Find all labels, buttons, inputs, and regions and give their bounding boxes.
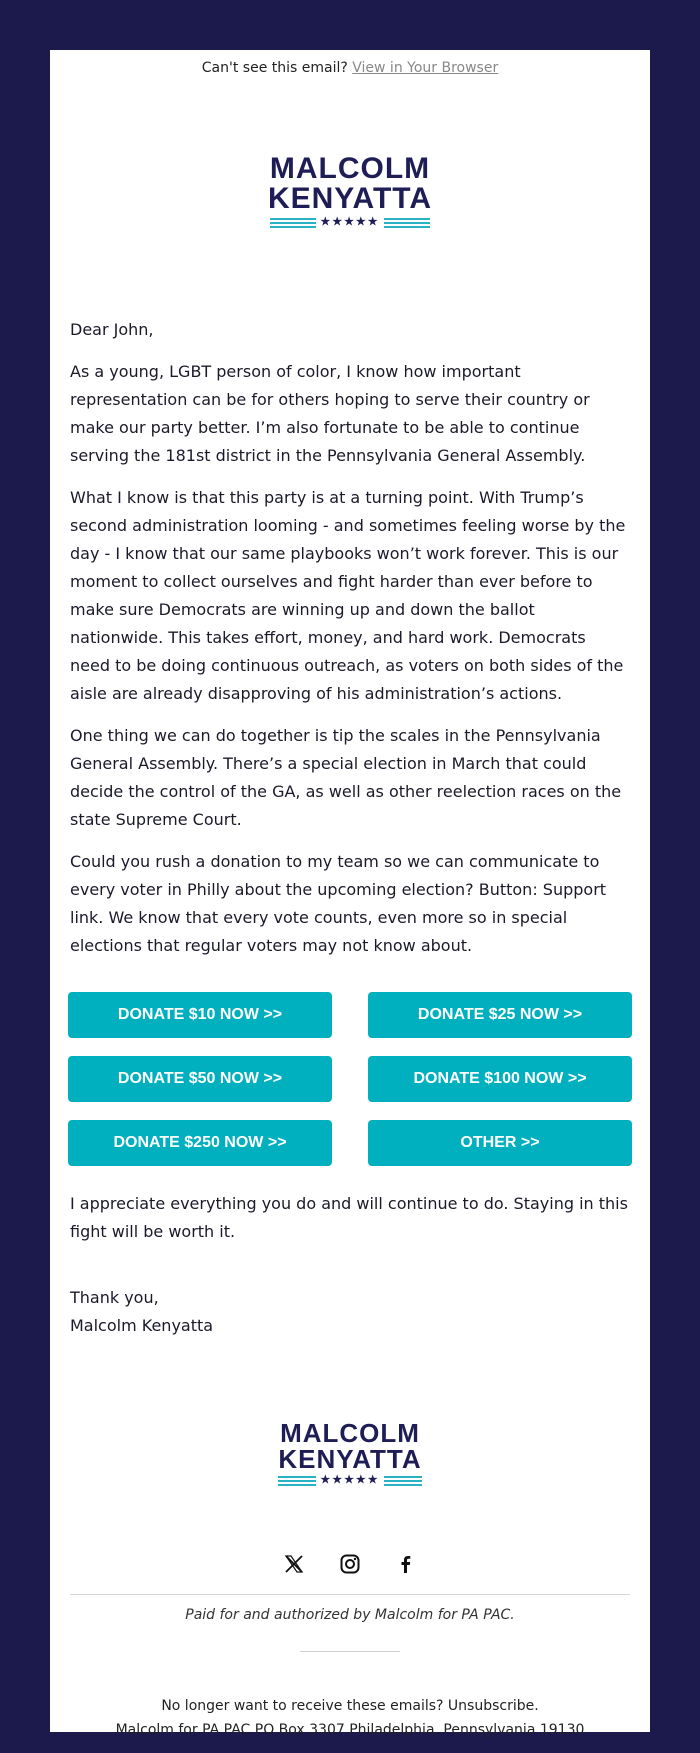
footer-logo[interactable] (50, 1420, 650, 1486)
donate-100-button[interactable]: DONATE $100 NOW >> (368, 1056, 632, 1102)
instagram-icon[interactable] (338, 1552, 362, 1576)
paragraph-1: As a young, LGBT person of color, I know how important representation can be for others hoping to serve their country or make our party better. I’m also fortunate to be able to continue serving the 181st district in the Pennsylvania General Assembly. (70, 362, 590, 465)
paragraph-4: Could you rush a donation to my team so we can communicate to every voter in Philly about the upcoming election? Button: Support link. We know that every vote counts, even more so in special elections that regular voters may not know about. (70, 852, 607, 955)
email-body (50, 316, 650, 1340)
x-icon[interactable] (282, 1552, 306, 1576)
logo-stripes-right (384, 218, 430, 228)
logo-last-name: KENYATTA (267, 182, 433, 215)
header-logo[interactable] (50, 154, 650, 228)
unsubscribe-link[interactable]: No longer want to receive these emails? Unsubscribe. (161, 1698, 539, 1714)
paragraph-5: I appreciate everything you do and will continue to do. Staying in this fight will be worth it. (70, 1194, 628, 1241)
closing: Thank you, (70, 1288, 159, 1307)
paragraph-3: One thing we can do together is tip the scales in the Pennsylvania General Assembly. There’s a special election in March that could decide the control of the GA, as well as other reelection races on the state Supreme Court. (70, 726, 622, 829)
logo-stripes-left (270, 218, 316, 228)
donate-other-button[interactable]: OTHER >> (368, 1120, 632, 1166)
donate-25-button[interactable]: DONATE $25 NOW >> (368, 992, 632, 1038)
greeting: Dear John, (70, 320, 154, 339)
footer-logo-stripes-right (384, 1476, 422, 1486)
logo-first-name: MALCOLM (269, 152, 431, 185)
donate-250-button[interactable]: DONATE $250 NOW >> (68, 1120, 332, 1166)
donate-buttons (68, 992, 630, 1166)
donate-10-button[interactable]: DONATE $10 NOW >> (68, 992, 332, 1038)
facebook-icon[interactable] (394, 1552, 418, 1576)
signoff (70, 1284, 630, 1340)
footer-logo-stripes-left (278, 1476, 316, 1486)
preheader (50, 58, 650, 78)
social-links (50, 1552, 650, 1576)
logo-stars-icon: ★★★★★ (320, 216, 380, 228)
short-divider (300, 1651, 400, 1652)
paid-for-disclaimer: Paid for and authorized by Malcolm for PA PAC. (185, 1607, 515, 1623)
mailing-address: Malcolm for PA PAC PO Box 3307 Philadelphia, Pennsylvania 19130 (115, 1722, 585, 1738)
logo-rule (270, 217, 429, 228)
view-in-browser-link[interactable]: View in Your Browser (352, 60, 499, 76)
footer-logo-last-name: KENYATTA (278, 1444, 422, 1474)
footer (50, 1694, 650, 1742)
donate-50-button[interactable]: DONATE $50 NOW >> (68, 1056, 332, 1102)
footer-logo-rule (278, 1475, 421, 1486)
email-card (50, 50, 650, 1738)
footer-logo-first-name: MALCOLM (280, 1418, 420, 1448)
footer-logo-stars-icon: ★★★★★ (320, 1474, 380, 1486)
footer-divider (70, 1594, 630, 1595)
signature-name: Malcolm Kenyatta (70, 1316, 214, 1335)
paragraph-2: What I know is that this party is at a turning point. With Trump’s second administration looming - and sometimes feeling worse by the day - I know that our same playbooks won’t work forever. This is our moment to collect ourselves and fight harder than ever before to make sure Democrats are winning up and down the ballot nationwide. This takes effort, money, and hard work. Democrats need to be doing continuous outreach, as voters on both sides of the aisle are already disapproving of his administration’s actions. (70, 488, 626, 703)
preheader-text: Can't see this email? (201, 60, 348, 76)
